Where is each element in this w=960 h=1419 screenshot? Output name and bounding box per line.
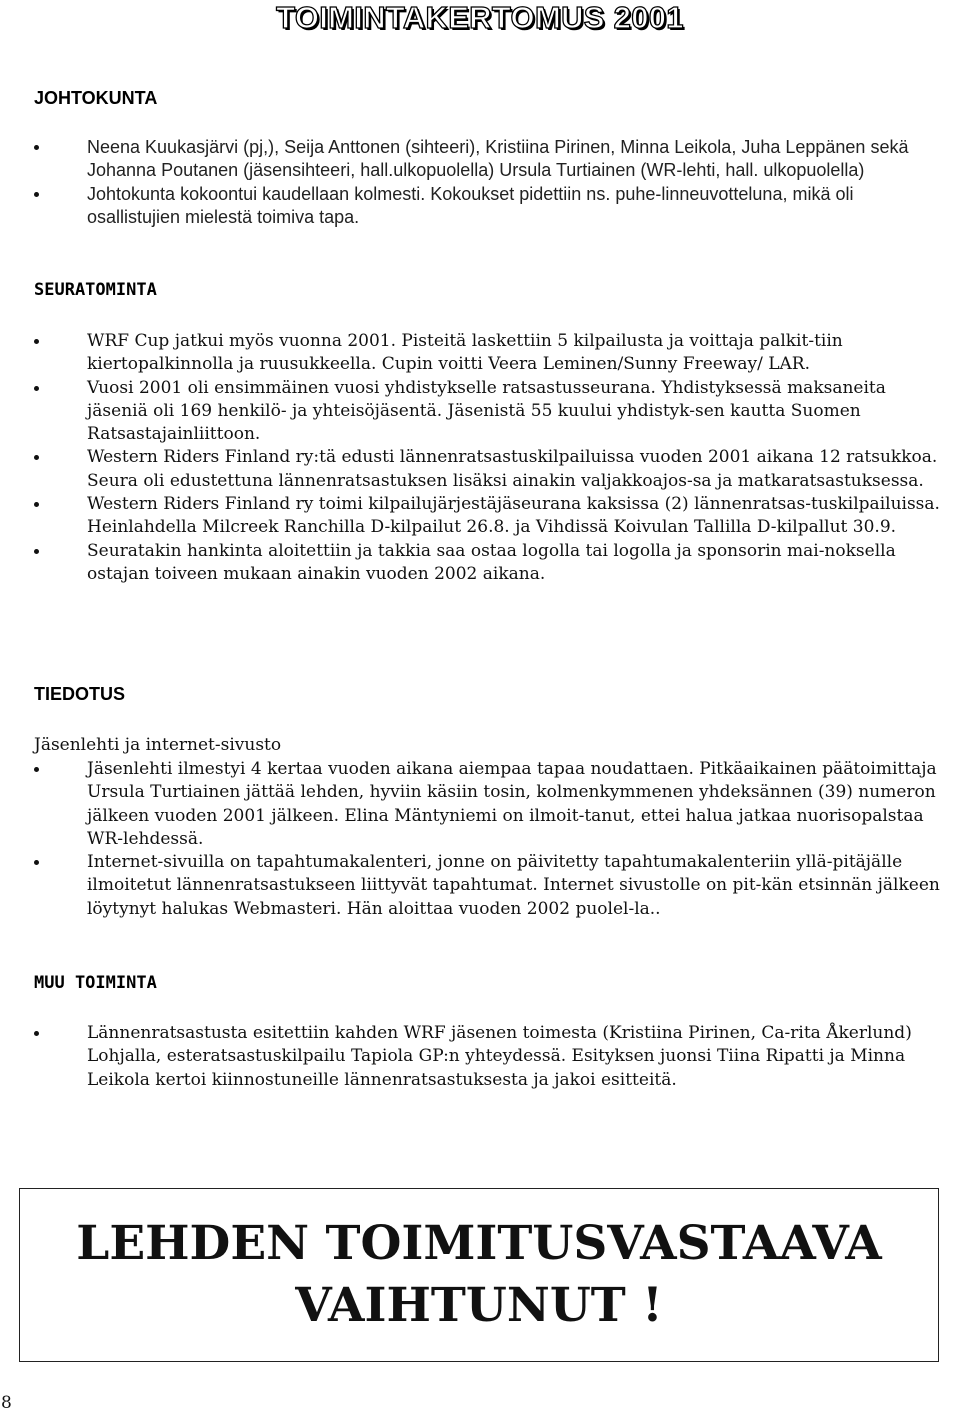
johtokunta-list <box>0 136 960 229</box>
list-item <box>0 136 960 183</box>
tiedotus-list <box>0 758 960 921</box>
list-item-text: Lännenratsastusta esitettiin kahden WRF jäsenen toimesta (Kristiina Pirinen, Ca-rita Åkerlund) Lohjalla, esteratsastuskilpailu Tapiola GP:n yhteydessä. Esityksen juonsi Tiina Ripatti ja Minna Leikola kertoi kiinnostuneille lännenratsastuksesta ja jakoi esitteitä. <box>87 1023 912 1090</box>
list-item <box>0 540 960 587</box>
bullet-icon <box>34 455 39 460</box>
bullet-icon <box>34 549 39 554</box>
bullet-icon <box>34 339 39 344</box>
seuratoiminta-list <box>0 330 960 586</box>
section-heading-seuratoiminta: SEURATOMINTA <box>34 280 157 300</box>
notice-box <box>19 1188 939 1362</box>
bullet-icon <box>34 386 39 391</box>
list-item <box>0 446 960 493</box>
page-number: 8 <box>1 1393 12 1413</box>
list-item <box>0 851 960 921</box>
list-item <box>0 377 960 447</box>
notice-line-1: LEHDEN TOIMITUSVASTAAVA <box>76 1216 882 1271</box>
list-item-text: Western Riders Finland ry toimi kilpailujärjestäjäseurana kaksissa (2) lännenratsas-tuskilpailuissa. Heinlahdella Milcreek Ranchilla D-kilpailut 26.8. ja Vihdissä Koivulan Tallilla D-kilpallut 30.9. <box>87 494 940 538</box>
notice-text <box>20 1213 938 1337</box>
list-item-text: Vuosi 2001 oli ensimmäinen vuosi yhdistykselle ratsastusseurana. Yhdistyksessä maksaneita jäseniä oli 169 henkilö- ja yhteisöjäsentä. Jäsenistä 55 kuului yhdistyk-sen kautta Suomen Ratsastajainliittoon. <box>87 377 886 445</box>
section-heading-muu-toiminta: MUU TOIMINTA <box>34 973 157 993</box>
list-item <box>0 1022 960 1092</box>
list-item-text: Internet-sivuilla on tapahtumakalenteri, jonne on päivitetty tapahtumakalenteriin yllä-pitäjälle ilmoitetut lännenratsastukseen liittyvät tapahtumat. Internet sivustolle on pit-kän etsinnän jälkeen löytynyt halukas Webmasteri. Hän aloittaa vuoden 2002 puolel-la.. <box>87 852 940 919</box>
list-item-text: Seuratakin hankinta aloitettiin ja takkia saa ostaa logolla tai logolla ja sponsorin mai-noksella ostajan toiveen mukaan ainakin vuoden 2002 aikana. <box>87 540 896 584</box>
bullet-icon <box>34 502 39 507</box>
bullet-icon <box>34 767 39 772</box>
bullet-icon <box>34 1031 39 1036</box>
list-item <box>0 493 960 540</box>
list-item <box>0 758 960 851</box>
section-heading-tiedotus: TIEDOTUS <box>34 684 126 704</box>
list-item-text: Johtokunta kokoontui kaudellaan kolmesti. Kokoukset pidettiin ns. puhe-linneuvotteluna, mikä oli osallistujien mielestä toimiva tapa. <box>87 183 854 227</box>
bullet-icon <box>34 145 39 150</box>
section-heading-johtokunta: JOHTOKUNTA <box>34 88 158 108</box>
notice-line-2: VAIHTUNUT ! <box>295 1278 663 1333</box>
list-item-text: WRF Cup jatkui myös vuonna 2001. Pisteitä laskettiin 5 kilpailusta ja voittaja palkit-tiin kiertopalkinnolla ja ruusukkeella. Cupin voitti Veera Leminen/Sunny Freeway/ LAR. <box>87 331 843 375</box>
list-item <box>0 330 960 377</box>
bullet-icon <box>34 192 39 197</box>
page-title: TOIMINTAKERTOMUS 2001 <box>276 0 684 35</box>
list-item <box>0 183 960 230</box>
list-item-text: Jäsenlehti ilmestyi 4 kertaa vuoden aikana aiempaa tapaa noudattaen. Pitkäaikainen päätoimittaja Ursula Turtiainen jättää lehden, hyviin käsiin tosin, kolmenkymmenen yhdeksännen (39) numeron jälkeen vuoden 2001 jälkeen. Elina Mäntyniemi on ilmoit-tanut, ettei halua jatkaa nuorisopalstaa WR-lehdessä. <box>87 759 937 849</box>
tiedotus-subheading: Jäsenlehti ja internet-sivusto <box>34 735 282 755</box>
list-item-text: Western Riders Finland ry:tä edusti lännenratsastuskilpailuissa vuoden 2001 aikana 12 ratsukkoa. Seura oli edustettuna lännenratsastuksen lisäksi ainakin valjakkoajos-sa ja matkaratsastuksessa. <box>87 447 938 491</box>
bullet-icon <box>34 860 39 865</box>
list-item-text: Neena Kuukasjärvi (pj,), Seija Anttonen (sihteeri), Kristiina Pirinen, Minna Leikola, Juha Leppänen sekä Johanna Poutanen (jäsensihteeri, hall.ulkopuolella) Ursula Turtiainen (WR-lehti, hall. ulkopuolella) <box>87 137 909 181</box>
muu-toiminta-list <box>0 1022 960 1092</box>
